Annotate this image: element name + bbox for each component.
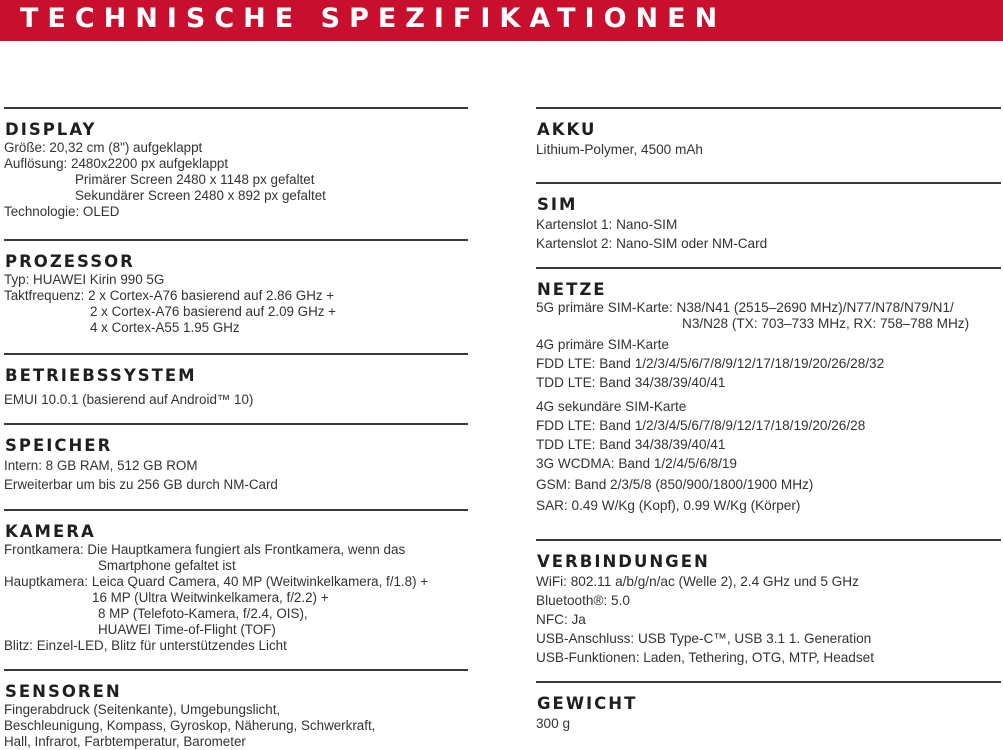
spec-line: Beschleunigung, Kompass, Gyroskop, Näherung, Schwerkraft, [4, 718, 376, 733]
right-column [536, 107, 1001, 741]
section-sim [536, 182, 1001, 267]
section-heading-kamera: KAMERA [5, 522, 96, 541]
spec-line: GSM: Band 2/3/5/8 (850/900/1800/1900 MHz) [536, 477, 814, 492]
spec-line: Bluetooth®: 5.0 [536, 593, 630, 608]
spec-line: 300 g [536, 716, 571, 731]
spec-line: Lithium-Polymer, 4500 mAh [536, 142, 703, 157]
section-prozessor [4, 239, 468, 353]
spec-line: 16 MP (Ultra Weitwinkelkamera, f/2.2) + [92, 590, 329, 605]
spec-line: Technologie: OLED [4, 204, 120, 219]
spec-line: 4G sekundäre SIM-Karte [536, 399, 687, 414]
spec-line: Sekundärer Screen 2480 x 892 px gefaltet [75, 188, 326, 203]
left-column [4, 107, 468, 750]
section-sensoren [4, 669, 468, 750]
spec-line: Erweiterbar um bis zu 256 GB durch NM-Card [4, 477, 278, 492]
spec-line: EMUI 10.0.1 (basierend auf Android™ 10) [4, 392, 254, 407]
spec-line: Größe: 20,32 cm (8") aufgeklappt [4, 140, 203, 155]
spec-line: 4 x Cortex-A55 1.95 GHz [90, 320, 240, 335]
spec-line: Typ: HUAWEI Kirin 990 5G [4, 272, 165, 287]
spec-line: 5G primäre SIM-Karte: N38/N41 (2515–2690 MHz)/N77/N78/N79/N1/ [536, 300, 954, 315]
spec-line: 8 MP (Telefoto-Kamera, f/2.4, OIS), [98, 606, 308, 621]
spec-line: HUAWEI Time-of-Flight (TOF) [98, 622, 276, 637]
section-heading-netze: NETZE [537, 280, 607, 299]
spec-line: USB-Funktionen: Laden, Tethering, OTG, MTP, Headset [536, 650, 875, 665]
section-display [4, 107, 468, 239]
spec-line: Taktfrequenz: 2 x Cortex-A76 basierend auf 2.86 GHz + [4, 288, 335, 303]
section-heading-prozessor: PROZESSOR [5, 252, 135, 271]
spec-line: Smartphone gefaltet ist [98, 558, 236, 573]
title-bar [0, 0, 1003, 41]
section-heading-sim: SIM [537, 195, 578, 214]
spec-line: N3/N28 (TX: 703–733 MHz, RX: 758–788 MHz) [682, 316, 970, 331]
section-kamera [4, 509, 468, 669]
section-akku [536, 107, 1001, 182]
section-netze [536, 267, 1001, 539]
section-heading-speicher: SPEICHER [5, 436, 113, 455]
spec-line: FDD LTE: Band 1/2/3/4/5/6/7/8/9/12/17/18/19/20/26/28/32 [536, 356, 885, 371]
spec-line: Blitz: Einzel-LED, Blitz für unterstützendes Licht [4, 638, 287, 653]
spec-line: WiFi: 802.11 a/b/g/n/ac (Welle 2), 2.4 GHz und 5 GHz [536, 574, 859, 589]
spec-line: Hall, Infrarot, Farbtemperatur, Barometer [4, 734, 246, 749]
spec-line: Auflösung: 2480x2200 px aufgeklappt [4, 156, 229, 171]
spec-line: NFC: Ja [536, 612, 586, 627]
spec-line: Kartenslot 2: Nano-SIM oder NM-Card [536, 236, 768, 251]
spec-line: SAR: 0.49 W/Kg (Kopf), 0.99 W/Kg (Körper) [536, 498, 801, 513]
section-heading-betriebssystem: BETRIEBSSYSTEM [5, 366, 197, 385]
spec-line: Intern: 8 GB RAM, 512 GB ROM [4, 458, 198, 473]
section-heading-akku: AKKU [537, 120, 597, 139]
spec-line: Primärer Screen 2480 x 1148 px gefaltet [75, 172, 315, 187]
section-heading-verbindungen: VERBINDUNGEN [537, 552, 710, 571]
section-heading-sensoren: SENSOREN [5, 682, 122, 701]
section-speicher [4, 423, 468, 509]
spec-line: USB-Anschluss: USB Type-C™, USB 3.1 1. Generation [536, 631, 872, 646]
section-heading-gewicht: GEWICHT [537, 694, 638, 713]
spec-line: FDD LTE: Band 1/2/3/4/5/6/7/8/9/12/17/18/19/20/26/28 [536, 418, 866, 433]
spec-line: 2 x Cortex-A76 basierend auf 2.09 GHz + [90, 304, 337, 319]
section-gewicht [536, 681, 1001, 741]
section-heading-display: DISPLAY [5, 120, 97, 139]
page-title: TECHNISCHE SPEZIFIKATIONEN [20, 3, 727, 34]
spec-line: 3G WCDMA: Band 1/2/4/5/6/8/19 [536, 456, 737, 471]
spec-line: Frontkamera: Die Hauptkamera fungiert als Frontkamera, wenn das [4, 542, 406, 557]
spec-line: 4G primäre SIM-Karte [536, 337, 669, 352]
section-verbindungen [536, 539, 1001, 681]
spec-line: Hauptkamera: Leica Quard Camera, 40 MP (Weitwinkelkamera, f/1.8) + [4, 574, 429, 589]
spec-line: TDD LTE: Band 34/38/39/40/41 [536, 437, 726, 452]
section-betriebssystem [4, 353, 468, 423]
spec-line: Fingerabdruck (Seitenkante), Umgebungslicht, [4, 702, 281, 717]
spec-line: Kartenslot 1: Nano-SIM [536, 217, 678, 232]
spec-line: TDD LTE: Band 34/38/39/40/41 [536, 375, 726, 390]
